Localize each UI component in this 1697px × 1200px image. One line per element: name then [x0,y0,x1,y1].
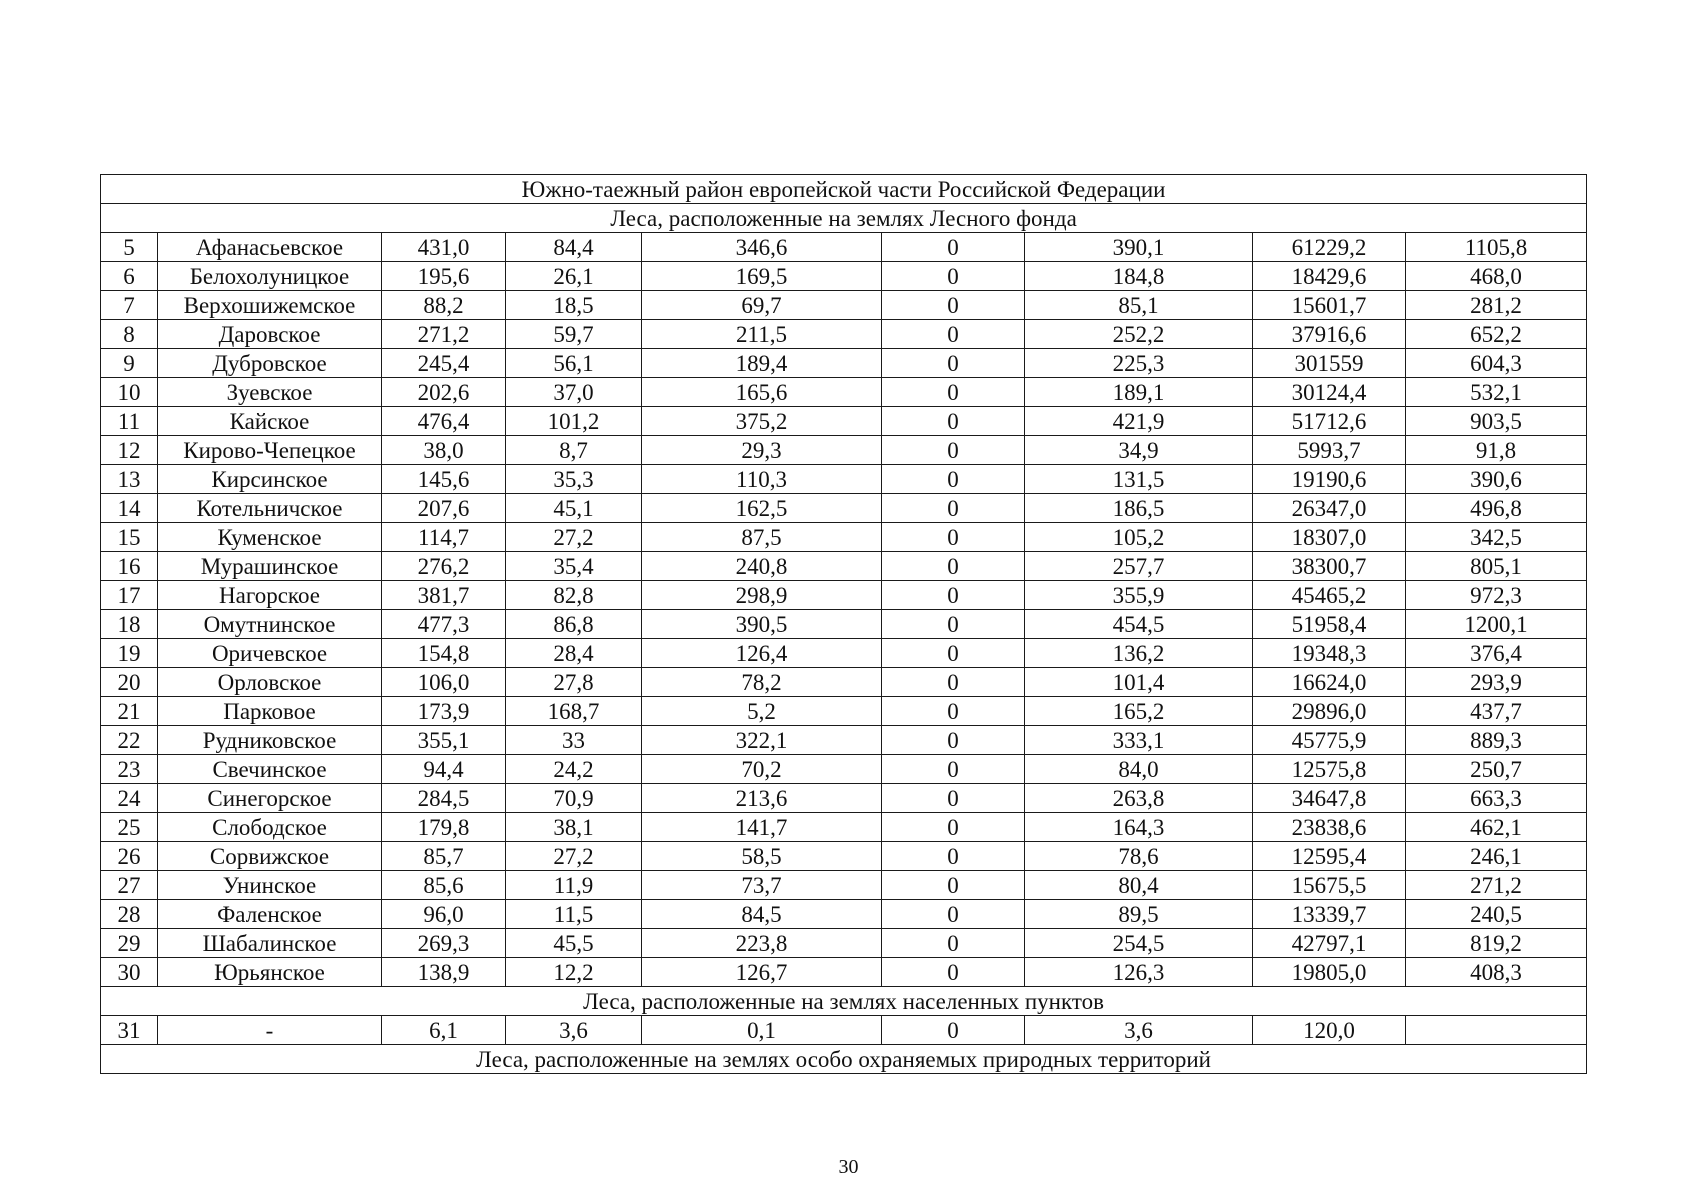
value-col-3: 211,5 [642,320,882,349]
value-col-5: 390,1 [1025,233,1253,262]
value-col-6: 16624,0 [1253,668,1406,697]
value-col-7: 496,8 [1406,494,1587,523]
row-number: 23 [101,755,158,784]
value-col-3: 141,7 [642,813,882,842]
value-col-7: 462,1 [1406,813,1587,842]
value-col-5: 131,5 [1025,465,1253,494]
district-name: Котельничское [158,494,382,523]
value-col-7: 376,4 [1406,639,1587,668]
value-col-4: 0 [882,813,1025,842]
district-name: Фаленское [158,900,382,929]
row-number: 9 [101,349,158,378]
row-number: 22 [101,726,158,755]
value-col-6: 26347,0 [1253,494,1406,523]
value-col-7: 604,3 [1406,349,1587,378]
value-col-6: 30124,4 [1253,378,1406,407]
value-col-2: 86,8 [506,610,642,639]
row-number: 19 [101,639,158,668]
value-col-3: 78,2 [642,668,882,697]
value-col-5: 126,3 [1025,958,1253,987]
value-col-3: 69,7 [642,291,882,320]
district-name: Афанасьевское [158,233,382,262]
value-col-5: 165,2 [1025,697,1253,726]
value-col-6: 61229,2 [1253,233,1406,262]
value-col-2: 12,2 [506,958,642,987]
row-number: 11 [101,407,158,436]
value-col-5: 189,1 [1025,378,1253,407]
value-col-4: 0 [882,581,1025,610]
district-name: Рудниковское [158,726,382,755]
value-col-6: 301559 [1253,349,1406,378]
value-col-7: 246,1 [1406,842,1587,871]
value-col-3: 322,1 [642,726,882,755]
section-heading: Леса, расположенные на землях Лесного фонда [101,204,1587,233]
table-row [101,581,1587,610]
value-col-6: 12575,8 [1253,755,1406,784]
value-col-4: 0 [882,378,1025,407]
value-col-7: 652,2 [1406,320,1587,349]
value-col-3: 126,7 [642,958,882,987]
district-name: Мурашинское [158,552,382,581]
row-number: 5 [101,233,158,262]
value-col-4: 0 [882,494,1025,523]
table-row [101,929,1587,958]
value-col-2: 35,4 [506,552,642,581]
row-number: 28 [101,900,158,929]
value-col-4: 0 [882,726,1025,755]
value-col-6: 18307,0 [1253,523,1406,552]
value-col-5: 89,5 [1025,900,1253,929]
value-col-2: 84,4 [506,233,642,262]
value-col-5: 105,2 [1025,523,1253,552]
value-col-4: 0 [882,958,1025,987]
value-col-7: 390,6 [1406,465,1587,494]
table-row [101,262,1587,291]
value-col-5: 333,1 [1025,726,1253,755]
value-col-5: 254,5 [1025,929,1253,958]
value-col-7: 271,2 [1406,871,1587,900]
value-col-1: 195,6 [382,262,506,291]
value-col-6: 37916,6 [1253,320,1406,349]
value-col-6: 45465,2 [1253,581,1406,610]
section-heading: Леса, расположенные на землях населенных пунктов [101,987,1587,1016]
value-col-7: 293,9 [1406,668,1587,697]
value-col-7: 240,5 [1406,900,1587,929]
table-row [101,552,1587,581]
value-col-6: 18429,6 [1253,262,1406,291]
value-col-2: 33 [506,726,642,755]
value-col-2: 27,2 [506,842,642,871]
value-col-4: 0 [882,465,1025,494]
value-col-7: 903,5 [1406,407,1587,436]
value-col-3: 390,5 [642,610,882,639]
value-col-3: 162,5 [642,494,882,523]
value-col-3: 126,4 [642,639,882,668]
value-col-1: 355,1 [382,726,506,755]
value-col-5: 136,2 [1025,639,1253,668]
district-name: Унинское [158,871,382,900]
table-row [101,378,1587,407]
value-col-6: 42797,1 [1253,929,1406,958]
row-number: 29 [101,929,158,958]
value-col-7: 281,2 [1406,291,1587,320]
value-col-5: 78,6 [1025,842,1253,871]
value-col-2: 82,8 [506,581,642,610]
value-col-4: 0 [882,320,1025,349]
value-col-1: 269,3 [382,929,506,958]
value-col-6: 51712,6 [1253,407,1406,436]
district-name: Сорвижское [158,842,382,871]
value-col-3: 29,3 [642,436,882,465]
value-col-1: 114,7 [382,523,506,552]
section-heading-row [101,1045,1587,1074]
value-col-6: 5993,7 [1253,436,1406,465]
value-col-1: 284,5 [382,784,506,813]
table-row [101,755,1587,784]
district-name: Кирово-Чепецкое [158,436,382,465]
district-name: Верхошижемское [158,291,382,320]
value-col-7: 250,7 [1406,755,1587,784]
value-col-6: 19190,6 [1253,465,1406,494]
value-col-3: 298,9 [642,581,882,610]
value-col-4: 0 [882,784,1025,813]
row-number: 20 [101,668,158,697]
value-col-1: 145,6 [382,465,506,494]
table-row [101,610,1587,639]
table-row [101,320,1587,349]
value-col-7: 1200,1 [1406,610,1587,639]
value-col-6: 19805,0 [1253,958,1406,987]
district-name: Омутнинское [158,610,382,639]
value-col-5: 421,9 [1025,407,1253,436]
row-number: 13 [101,465,158,494]
value-col-1: 245,4 [382,349,506,378]
district-name: Свечинское [158,755,382,784]
row-number: 15 [101,523,158,552]
value-col-1: 85,6 [382,871,506,900]
district-name: Шабалинское [158,929,382,958]
table-row [101,813,1587,842]
value-col-4: 0 [882,697,1025,726]
value-col-7: 1105,8 [1406,233,1587,262]
page-number: 30 [838,1156,859,1178]
district-name: Нагорское [158,581,382,610]
row-number: 6 [101,262,158,291]
district-name: Орловское [158,668,382,697]
value-col-5: 184,8 [1025,262,1253,291]
district-name: Зуевское [158,378,382,407]
value-col-1: 477,3 [382,610,506,639]
value-col-4: 0 [882,610,1025,639]
value-col-1: 276,2 [382,552,506,581]
value-col-7: 532,1 [1406,378,1587,407]
value-col-7: 889,3 [1406,726,1587,755]
value-col-4: 0 [882,291,1025,320]
value-col-4: 0 [882,262,1025,291]
value-col-1: 202,6 [382,378,506,407]
value-col-7: 342,5 [1406,523,1587,552]
value-col-6: 34647,8 [1253,784,1406,813]
value-col-5: 454,5 [1025,610,1253,639]
row-number: 14 [101,494,158,523]
value-col-6: 13339,7 [1253,900,1406,929]
value-col-3: 346,6 [642,233,882,262]
value-col-5: 252,2 [1025,320,1253,349]
value-col-4: 0 [882,842,1025,871]
value-col-5: 225,3 [1025,349,1253,378]
value-col-5: 263,8 [1025,784,1253,813]
value-col-3: 223,8 [642,929,882,958]
value-col-1: 154,8 [382,639,506,668]
value-col-2: 70,9 [506,784,642,813]
table-row [101,291,1587,320]
value-col-1: 85,7 [382,842,506,871]
value-col-3: 84,5 [642,900,882,929]
row-number: 24 [101,784,158,813]
row-number: 25 [101,813,158,842]
table-row [101,1016,1587,1045]
district-name: Кирсинское [158,465,382,494]
forest-data-table [100,174,1587,1074]
value-col-1: 476,4 [382,407,506,436]
table-row [101,407,1587,436]
value-col-1: 173,9 [382,697,506,726]
district-name: - [158,1016,382,1045]
value-col-3: 0,1 [642,1016,882,1045]
value-col-2: 101,2 [506,407,642,436]
value-col-6: 15675,5 [1253,871,1406,900]
value-col-4: 0 [882,871,1025,900]
district-name: Оричевское [158,639,382,668]
value-col-2: 45,5 [506,929,642,958]
value-col-1: 94,4 [382,755,506,784]
district-name: Слободское [158,813,382,842]
table-row [101,465,1587,494]
row-number: 17 [101,581,158,610]
table-row [101,233,1587,262]
district-name: Дубровское [158,349,382,378]
value-col-7: 468,0 [1406,262,1587,291]
value-col-4: 0 [882,523,1025,552]
row-number: 8 [101,320,158,349]
value-col-3: 110,3 [642,465,882,494]
value-col-3: 169,5 [642,262,882,291]
value-col-7 [1406,1016,1587,1045]
value-col-5: 34,9 [1025,436,1253,465]
value-col-1: 207,6 [382,494,506,523]
value-col-4: 0 [882,639,1025,668]
value-col-2: 59,7 [506,320,642,349]
value-col-1: 96,0 [382,900,506,929]
value-col-3: 70,2 [642,755,882,784]
table-title: Южно-таежный район европейской части Российской Федерации [101,175,1587,204]
value-col-7: 805,1 [1406,552,1587,581]
value-col-1: 138,9 [382,958,506,987]
value-col-2: 26,1 [506,262,642,291]
row-number: 16 [101,552,158,581]
table-row [101,523,1587,552]
value-col-1: 88,2 [382,291,506,320]
value-col-1: 381,7 [382,581,506,610]
value-col-2: 56,1 [506,349,642,378]
district-name: Даровское [158,320,382,349]
table-row [101,436,1587,465]
value-col-2: 11,9 [506,871,642,900]
row-number: 21 [101,697,158,726]
value-col-7: 819,2 [1406,929,1587,958]
value-col-2: 28,4 [506,639,642,668]
table-row [101,958,1587,987]
value-col-1: 431,0 [382,233,506,262]
value-col-5: 257,7 [1025,552,1253,581]
table-row [101,697,1587,726]
row-number: 18 [101,610,158,639]
section-heading-row [101,204,1587,233]
value-col-6: 23838,6 [1253,813,1406,842]
value-col-7: 972,3 [1406,581,1587,610]
table-row [101,349,1587,378]
district-name: Парковое [158,697,382,726]
value-col-3: 240,8 [642,552,882,581]
value-col-2: 38,1 [506,813,642,842]
value-col-4: 0 [882,1016,1025,1045]
table-row [101,639,1587,668]
row-number: 27 [101,871,158,900]
table-row [101,900,1587,929]
value-col-1: 6,1 [382,1016,506,1045]
district-name: Куменское [158,523,382,552]
value-col-3: 5,2 [642,697,882,726]
value-col-3: 375,2 [642,407,882,436]
district-name: Белохолуницкое [158,262,382,291]
value-col-2: 11,5 [506,900,642,929]
value-col-1: 179,8 [382,813,506,842]
section-heading-row [101,987,1587,1016]
value-col-3: 189,4 [642,349,882,378]
value-col-4: 0 [882,349,1025,378]
value-col-6: 38300,7 [1253,552,1406,581]
value-col-3: 58,5 [642,842,882,871]
value-col-2: 37,0 [506,378,642,407]
row-number: 31 [101,1016,158,1045]
value-col-5: 84,0 [1025,755,1253,784]
row-number: 12 [101,436,158,465]
table-row [101,726,1587,755]
table-row [101,842,1587,871]
value-col-6: 29896,0 [1253,697,1406,726]
value-col-4: 0 [882,900,1025,929]
value-col-6: 45775,9 [1253,726,1406,755]
value-col-3: 213,6 [642,784,882,813]
value-col-1: 271,2 [382,320,506,349]
value-col-5: 186,5 [1025,494,1253,523]
value-col-4: 0 [882,755,1025,784]
table-row [101,668,1587,697]
value-col-4: 0 [882,233,1025,262]
value-col-7: 663,3 [1406,784,1587,813]
value-col-3: 165,6 [642,378,882,407]
value-col-2: 18,5 [506,291,642,320]
value-col-5: 80,4 [1025,871,1253,900]
value-col-6: 19348,3 [1253,639,1406,668]
row-number: 26 [101,842,158,871]
value-col-2: 8,7 [506,436,642,465]
value-col-2: 24,2 [506,755,642,784]
value-col-4: 0 [882,552,1025,581]
value-col-5: 85,1 [1025,291,1253,320]
table-title-row [101,175,1587,204]
value-col-3: 87,5 [642,523,882,552]
value-col-5: 164,3 [1025,813,1253,842]
value-col-3: 73,7 [642,871,882,900]
value-col-4: 0 [882,668,1025,697]
value-col-2: 27,8 [506,668,642,697]
value-col-7: 91,8 [1406,436,1587,465]
table-row [101,871,1587,900]
value-col-2: 35,3 [506,465,642,494]
district-name: Юрьянское [158,958,382,987]
value-col-2: 27,2 [506,523,642,552]
table-row [101,784,1587,813]
value-col-2: 45,1 [506,494,642,523]
value-col-2: 3,6 [506,1016,642,1045]
row-number: 10 [101,378,158,407]
value-col-4: 0 [882,407,1025,436]
value-col-1: 106,0 [382,668,506,697]
value-col-1: 38,0 [382,436,506,465]
value-col-6: 15601,7 [1253,291,1406,320]
value-col-6: 51958,4 [1253,610,1406,639]
value-col-5: 355,9 [1025,581,1253,610]
district-name: Синегорское [158,784,382,813]
value-col-6: 12595,4 [1253,842,1406,871]
value-col-5: 101,4 [1025,668,1253,697]
value-col-4: 0 [882,929,1025,958]
value-col-5: 3,6 [1025,1016,1253,1045]
row-number: 7 [101,291,158,320]
value-col-7: 437,7 [1406,697,1587,726]
row-number: 30 [101,958,158,987]
district-name: Кайское [158,407,382,436]
value-col-7: 408,3 [1406,958,1587,987]
value-col-6: 120,0 [1253,1016,1406,1045]
section-heading: Леса, расположенные на землях особо охраняемых природных территорий [101,1045,1587,1074]
table-row [101,494,1587,523]
value-col-4: 0 [882,436,1025,465]
value-col-2: 168,7 [506,697,642,726]
